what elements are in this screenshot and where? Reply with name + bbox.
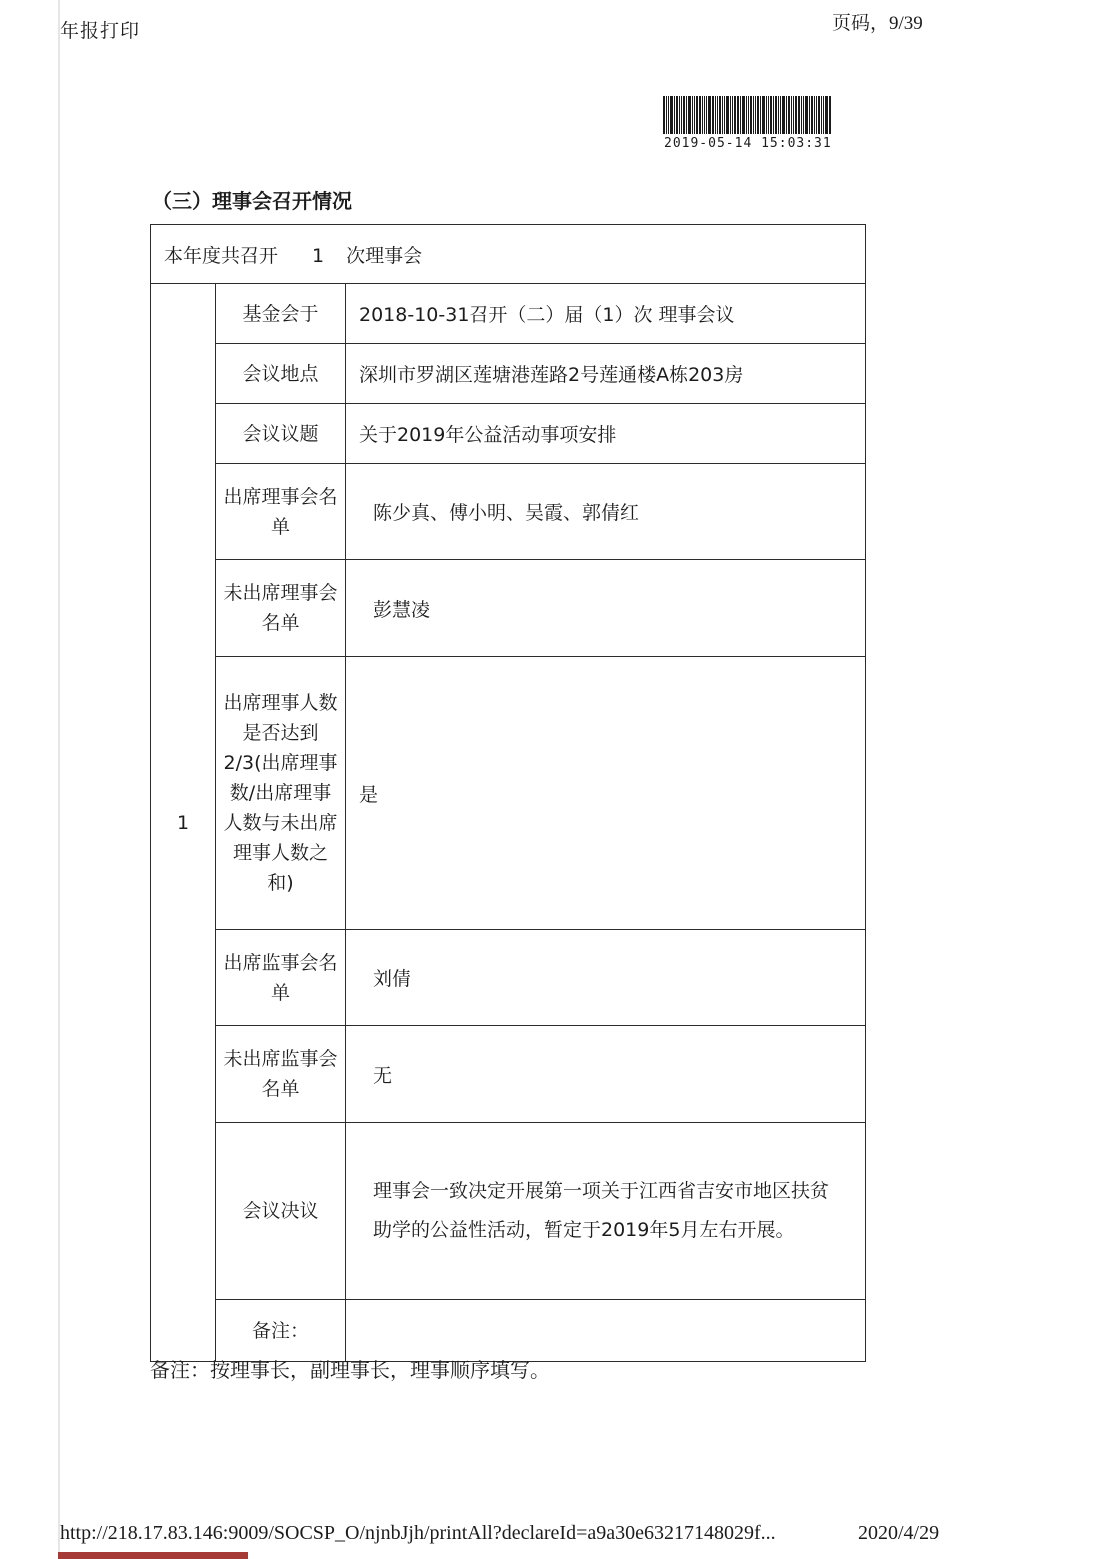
- barcode-bar: [773, 96, 774, 134]
- barcode-bar: [816, 96, 817, 134]
- barcode-bar: [814, 96, 815, 134]
- barcode-bar: [818, 96, 820, 134]
- table-row: [151, 1300, 866, 1362]
- barcode-bar: [829, 96, 831, 134]
- barcode-bar: [740, 96, 741, 134]
- summary-cell: [151, 225, 866, 284]
- page-edge: [58, 0, 60, 1559]
- barcode-bar: [732, 96, 733, 134]
- barcode-bar: [778, 96, 779, 134]
- table-footnote: 备注：按理事长，副理事长，理事顺序填写。: [150, 1358, 550, 1382]
- barcode-bar: [798, 96, 800, 134]
- barcode-bar: [683, 96, 685, 134]
- table-row: [151, 284, 866, 344]
- barcode-image: [663, 96, 859, 134]
- barcode-bar: [788, 96, 790, 134]
- barcode-bar: [803, 96, 804, 134]
- row-value-resolution: 理事会一致决定开展第一项关于江西省吉安市地区扶贫助学的公益性活动，暂定于2019年5月左右开展。: [346, 1123, 866, 1300]
- barcode-bar: [699, 96, 701, 134]
- barcode-bar: [688, 96, 691, 134]
- barcode-bar: [755, 96, 756, 134]
- table-row: [151, 560, 866, 657]
- summary-prefix: 本年度共召开: [164, 244, 279, 267]
- barcode-bar: [674, 96, 675, 134]
- barcode-bar: [750, 96, 752, 134]
- barcode-bar: [793, 96, 794, 134]
- barcode-bar: [704, 96, 705, 134]
- row-label-resolution: 会议决议: [216, 1123, 346, 1300]
- barcode-bar: [768, 96, 769, 134]
- meeting-count: 1: [312, 244, 325, 267]
- barcode-bar: [823, 96, 824, 134]
- row-value-attending-supervisors: 刘倩: [346, 930, 866, 1026]
- barcode-bar: [821, 96, 822, 134]
- row-label-remarks: 备注：: [216, 1300, 346, 1362]
- barcode-bar: [724, 96, 725, 134]
- page-margin: [0, 0, 58, 1559]
- barcode-bar: [737, 96, 739, 134]
- barcode-bar: [692, 96, 693, 134]
- row-value-location: 深圳市罗湖区莲塘港莲路2号莲通楼A栋203房: [346, 344, 866, 404]
- summary-row: [151, 225, 866, 284]
- barcode-bar: [668, 96, 669, 134]
- barcode-bar: [746, 96, 747, 134]
- barcode-bar: [666, 96, 667, 134]
- section-title: （三）理事会召开情况: [152, 189, 352, 213]
- barcode-bar: [770, 96, 772, 134]
- row-value-quorum: 是: [346, 657, 866, 930]
- page-number: 页码，9/39: [832, 13, 923, 34]
- barcode-bar: [676, 96, 678, 134]
- barcode-bar: [715, 96, 716, 134]
- barcode-bar: [730, 96, 731, 134]
- barcode-bar: [782, 96, 785, 134]
- barcode-bar: [795, 96, 797, 134]
- barcode-bar: [722, 96, 723, 134]
- row-label-quorum: 出席理事人数是否达到2/3(出席理事数/出席理事人数与未出席理事人数之和): [216, 657, 346, 930]
- print-header-title: 年报打印: [60, 20, 141, 42]
- barcode-bar: [805, 96, 808, 134]
- table-row: [151, 464, 866, 560]
- barcode-bar: [742, 96, 745, 134]
- row-label-location: 会议地点: [216, 344, 346, 404]
- row-label-attending-directors: 出席理事会名单: [216, 464, 346, 560]
- barcode-bar: [719, 96, 721, 134]
- row-value-convened: 2018-10-31召开（二）届（1）次 理事会议: [346, 284, 866, 344]
- barcode-bar: [670, 96, 673, 134]
- board-meeting-table: [150, 224, 866, 1362]
- barcode-bar: [825, 96, 828, 134]
- barcode-bar: [679, 96, 680, 134]
- barcode-bar: [753, 96, 754, 134]
- barcode-bar: [681, 96, 682, 134]
- table-row: [151, 404, 866, 464]
- row-label-convened: 基金会于: [216, 284, 346, 344]
- row-value-absent-directors: 彭慧凌: [346, 560, 866, 657]
- barcode-bar: [694, 96, 695, 134]
- barcode-bar: [757, 96, 759, 134]
- barcode-bar: [760, 96, 761, 134]
- barcode-bar: [780, 96, 781, 134]
- table-row: [151, 657, 866, 930]
- bottom-edge-mark: [58, 1552, 248, 1559]
- barcode-bar: [766, 96, 767, 134]
- print-timestamp: 2019-05-14 15:03:31: [664, 136, 832, 151]
- meeting-index: 1: [151, 284, 216, 1362]
- row-value-topic: 关于2019年公益活动事项安排: [346, 404, 866, 464]
- barcode-bar: [748, 96, 749, 134]
- row-value-remarks: [346, 1300, 866, 1362]
- barcode-bar: [712, 96, 714, 134]
- summary-suffix: 次理事会: [346, 244, 423, 267]
- barcode-bar: [786, 96, 787, 134]
- barcode-bar: [726, 96, 729, 134]
- barcode-bar: [706, 96, 707, 134]
- barcode-bar: [734, 96, 736, 134]
- row-label-topic: 会议议题: [216, 404, 346, 464]
- row-label-absent-directors: 未出席理事会名单: [216, 560, 346, 657]
- barcode-bar: [696, 96, 698, 134]
- barcode-bar: [686, 96, 687, 134]
- table-row: [151, 1026, 866, 1123]
- barcode-bar: [762, 96, 765, 134]
- table-row: [151, 344, 866, 404]
- barcode-bar: [663, 96, 665, 134]
- footer-date: 2020/4/29: [858, 1522, 940, 1544]
- barcode-bar: [775, 96, 777, 134]
- row-value-absent-supervisors: 无: [346, 1026, 866, 1123]
- barcode-bar: [809, 96, 810, 134]
- barcode-bar: [717, 96, 718, 134]
- barcode-bar: [811, 96, 813, 134]
- barcode-bar: [801, 96, 802, 134]
- barcode-bar: [708, 96, 711, 134]
- row-value-attending-directors: 陈少真、傅小明、吴霞、郭倩红: [346, 464, 866, 560]
- table-row: [151, 930, 866, 1026]
- footer-url: http://218.17.83.146:9009/SOCSP_O/njnbJjh/printAll?declareId=a9a30e63217148029f...: [60, 1522, 776, 1544]
- barcode-bar: [702, 96, 703, 134]
- barcode-bar: [791, 96, 792, 134]
- table-row: [151, 1123, 866, 1300]
- row-label-attending-supervisors: 出席监事会名单: [216, 930, 346, 1026]
- row-label-absent-supervisors: 未出席监事会名单: [216, 1026, 346, 1123]
